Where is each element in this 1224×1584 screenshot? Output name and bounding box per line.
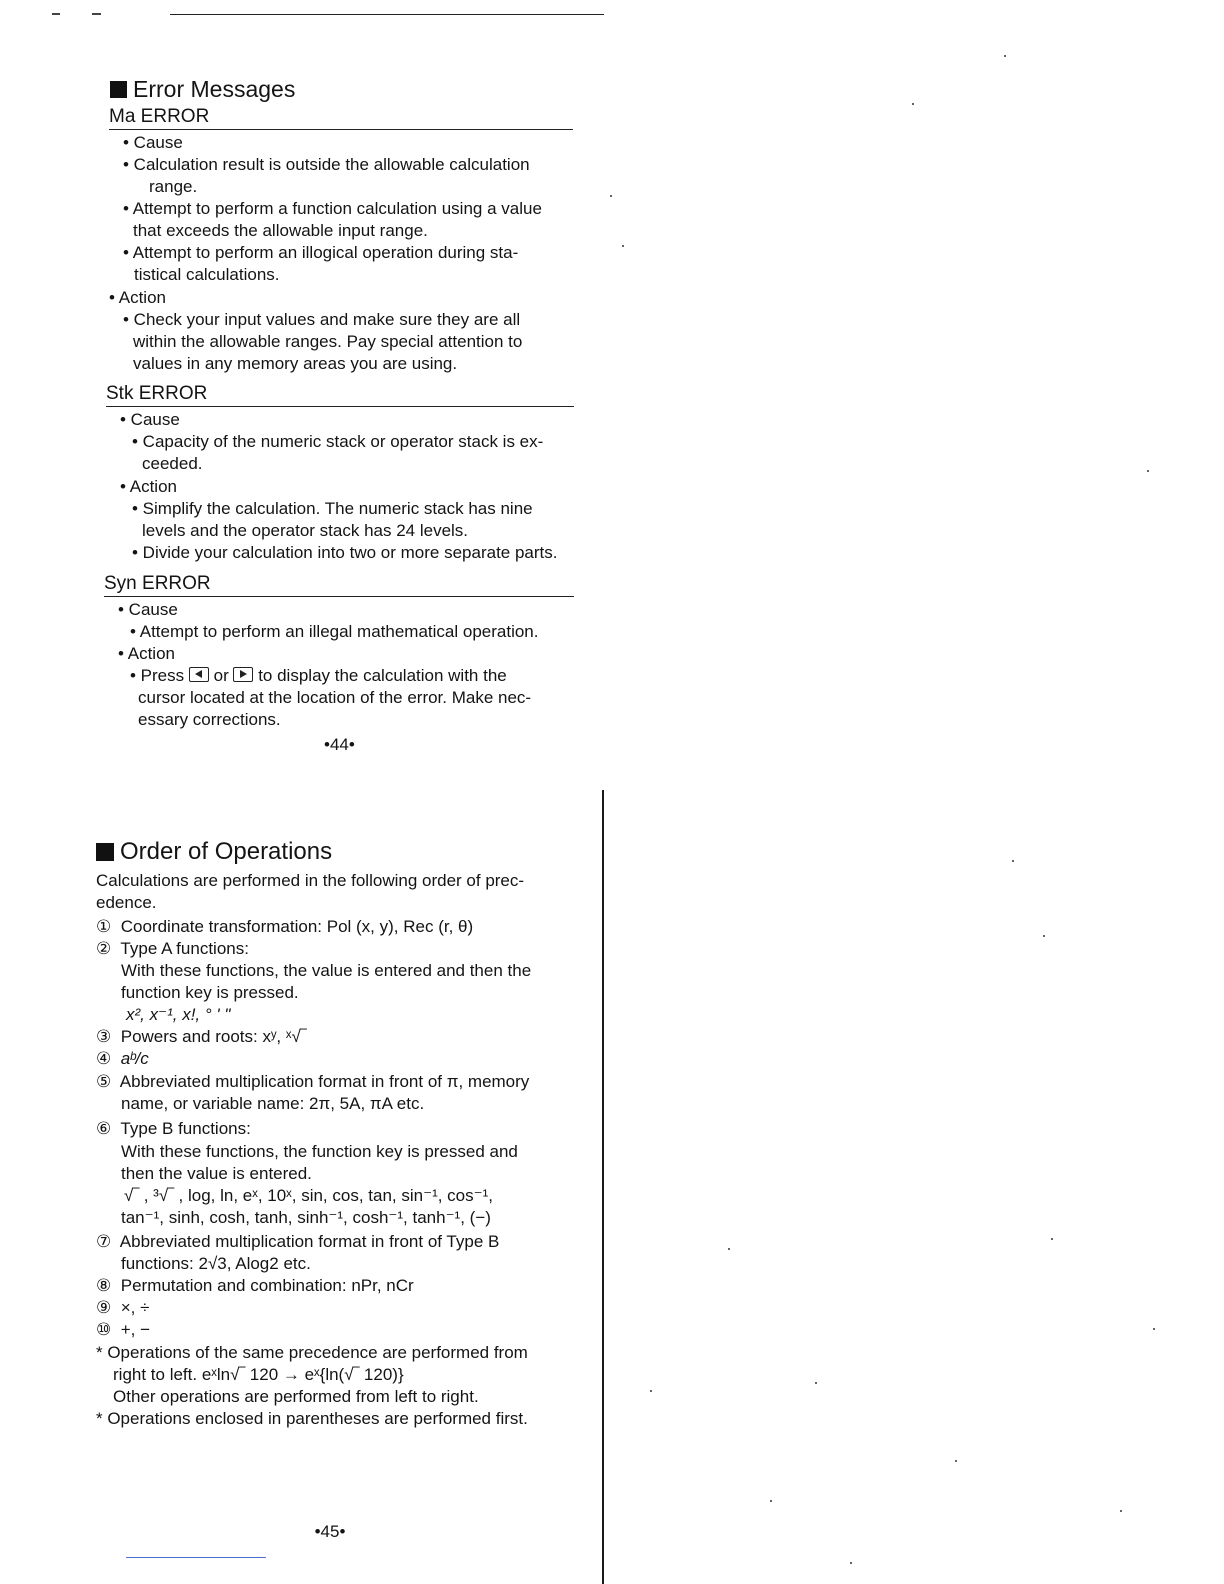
cause-label: • Cause (123, 133, 183, 152)
section-title: Error Messages (133, 76, 296, 102)
list-item (96, 1048, 576, 1070)
list-item (96, 1118, 576, 1140)
order-of-operations-section (96, 838, 576, 1430)
item-number: ③ (96, 1027, 112, 1046)
top-rule (170, 14, 604, 15)
note-line: * Operations of the same precedence are performed from (96, 1343, 528, 1362)
text-line: • Attempt to perform a function calculation using a value (123, 199, 542, 218)
item-number: ⑤ (96, 1072, 112, 1091)
item-text: name, or variable name: 2π, 5A, πA etc. (121, 1094, 425, 1113)
scan-speck (955, 1460, 957, 1462)
cause-label: • Cause (118, 600, 178, 619)
note-line: * Operations enclosed in parentheses are performed first. (96, 1409, 528, 1428)
list-item (96, 916, 576, 938)
item-number: ④ (96, 1049, 112, 1068)
item-number: ⑥ (96, 1119, 112, 1138)
precedence-list (96, 916, 576, 1341)
list-item (96, 1275, 576, 1297)
scan-speck (610, 195, 612, 197)
list-item (96, 1026, 576, 1048)
scan-speck (728, 1248, 730, 1250)
item-text: Type B functions: (120, 1119, 251, 1138)
item-text: then the value is entered. (121, 1164, 312, 1183)
intro-line: edence. (96, 893, 157, 912)
list-item (96, 1071, 576, 1093)
black-square-icon (96, 843, 114, 861)
scan-speck (815, 1382, 817, 1384)
scan-speck (1043, 935, 1045, 937)
item-number: ⑧ (96, 1276, 112, 1295)
item-text: Powers and roots: xʸ, ˣ√‾ (120, 1027, 307, 1046)
item-text: Coordinate transformation: Pol (x, y), Rec (r, θ) (120, 917, 474, 936)
cause-label: • Cause (120, 410, 180, 429)
text-line: values in any memory areas you are using. (133, 354, 458, 373)
scan-speck (1004, 55, 1006, 57)
text-line: ceeded. (142, 454, 203, 473)
item-text: √‾ , ³√‾ , log, ln, eˣ, 10ˣ, sin, cos, tan, sin⁻¹, cos⁻¹, (124, 1186, 493, 1205)
error-heading: Syn ERROR (104, 573, 574, 597)
ma-error-block (109, 106, 573, 375)
action-label: • Action (118, 644, 175, 663)
error-messages-section (94, 76, 574, 755)
item-text: Abbreviated multiplication format in front of Type B (119, 1232, 500, 1251)
bottom-rule (126, 1557, 266, 1558)
section-title: Order of Operations (120, 838, 333, 865)
scan-speck (850, 1562, 852, 1564)
item-text: With these functions, the value is entered and then the (121, 961, 532, 980)
syn-error-block (104, 573, 574, 731)
or-text: or (213, 666, 229, 685)
scan-speck (622, 245, 624, 247)
list-item (96, 1297, 576, 1319)
list-item (96, 1319, 576, 1341)
item-number: ⑨ (96, 1298, 112, 1317)
error-heading: Ma ERROR (109, 106, 573, 130)
text-line (104, 665, 574, 687)
item-number: ⑦ (96, 1232, 112, 1251)
left-arrow-key-icon (189, 667, 209, 682)
scan-speck (912, 103, 914, 105)
press-rest-text: to display the calculation with the (258, 666, 507, 685)
press-text: • Press (130, 666, 185, 685)
item-text: Abbreviated multiplication format in front of π, memory (119, 1072, 530, 1091)
text-line: tistical calculations. (134, 265, 280, 284)
text-line: • Divide your calculation into two or more separate parts. (132, 543, 558, 562)
scan-speck (1051, 1238, 1053, 1240)
item-text: x², x⁻¹, x!, ° ' " (126, 1005, 231, 1024)
section-heading (96, 838, 576, 866)
item-number: ② (96, 939, 112, 958)
section-heading (110, 76, 574, 103)
scan-speck (770, 1500, 772, 1502)
item-text: With these functions, the function key is pressed and (121, 1142, 518, 1161)
text-line: • Simplify the calculation. The numeric stack has nine (132, 499, 533, 518)
scan-speck (1120, 1510, 1122, 1512)
item-number: ⑩ (96, 1320, 112, 1339)
scan-mark (52, 13, 60, 15)
black-square-icon (110, 81, 127, 98)
text-line: • Capacity of the numeric stack or operator stack is ex- (132, 432, 544, 451)
item-text: +, − (120, 1320, 151, 1339)
text-line: • Calculation result is outside the allowable calculation (123, 155, 530, 174)
note-line: right to left. eˣln√‾ 120 → eˣ{ln(√‾ 120)} (113, 1365, 404, 1384)
text-line: essary corrections. (138, 710, 281, 729)
action-label: • Action (109, 288, 166, 307)
item-text: ×, ÷ (120, 1298, 150, 1317)
scan-speck (650, 1390, 652, 1392)
text-line: • Check your input values and make sure they are all (123, 310, 521, 329)
list-item (96, 1231, 576, 1253)
stk-error-block (106, 383, 574, 564)
text-line: levels and the operator stack has 24 levels. (142, 521, 469, 540)
text-line: cursor located at the location of the error. Make nec- (138, 688, 532, 707)
text-line: that exceeds the allowable input range. (133, 221, 428, 240)
item-text: functions: 2√3, Alog2 etc. (121, 1254, 311, 1273)
list-item (96, 938, 576, 960)
scan-speck (1153, 1328, 1155, 1330)
item-text: Permutation and combination: nPr, nCr (120, 1276, 414, 1295)
page-edge-rule (602, 790, 604, 1584)
scan-speck (1147, 470, 1149, 472)
item-number: ① (96, 917, 112, 936)
item-text: tan⁻¹, sinh, cosh, tanh, sinh⁻¹, cosh⁻¹, tanh⁻¹, (−) (121, 1208, 491, 1227)
page-number: •44• (324, 735, 355, 754)
notes (96, 1342, 576, 1430)
right-arrow-key-icon (233, 667, 253, 682)
scan-speck (1012, 860, 1014, 862)
intro-line: Calculations are performed in the following order of prec- (96, 871, 525, 890)
text-line: • Attempt to perform an illegal mathematical operation. (130, 622, 539, 641)
page-number: •45• (314, 1522, 346, 1541)
text-line: range. (149, 177, 198, 196)
scan-mark (92, 13, 101, 15)
text-line: • Attempt to perform an illogical operation during sta- (123, 243, 519, 262)
action-label: • Action (120, 477, 177, 496)
item-text: aᵇ/c (120, 1049, 149, 1068)
item-text: function key is pressed. (121, 983, 299, 1002)
note-line: Other operations are performed from left to right. (113, 1387, 479, 1406)
text-line: within the allowable ranges. Pay special attention to (133, 332, 523, 351)
error-heading: Stk ERROR (106, 383, 574, 407)
item-text: Type A functions: (120, 939, 249, 958)
